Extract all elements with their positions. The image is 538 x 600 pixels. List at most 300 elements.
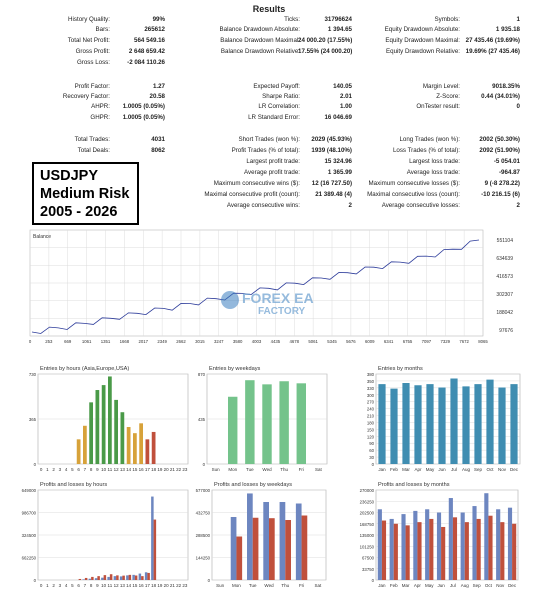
stat-value: 1 365.99 (327, 169, 352, 176)
stat-value: 24 000.20 (17.55%) (298, 37, 353, 44)
stat-value: 0 (516, 103, 520, 110)
bar (127, 427, 131, 464)
stat-label: OnTester result: (416, 103, 460, 110)
x-tick-label: Oct (486, 467, 494, 472)
y-tick-label: 101250 (359, 544, 374, 550)
x-tick-label: Jan (378, 467, 386, 472)
balance-x-tick: 7097 (421, 339, 432, 344)
bar (378, 384, 385, 464)
stat-label: Long Trades (won %): (399, 136, 460, 143)
bar (462, 386, 469, 464)
x-tick-label: May (425, 467, 435, 472)
report-title: Results (252, 4, 286, 14)
stat-value: 27 435.46 (19.69%) (465, 37, 520, 44)
profit-bar (114, 576, 117, 580)
bar (121, 412, 125, 464)
loss-bar (141, 576, 144, 580)
x-tick-label: 22 (176, 583, 182, 588)
x-tick-label: 2 (52, 583, 55, 588)
stat-label: LR Standard Error: (248, 114, 300, 121)
balance-x-tick: 5345 (327, 339, 337, 344)
stat-value: 1.0005 (0.05%) (122, 103, 165, 110)
x-tick-label: 11 (107, 467, 113, 472)
balance-x-tick: 7329 (440, 339, 451, 344)
x-tick-label: Aug (461, 467, 471, 472)
profit-bar (95, 578, 98, 580)
stat-value: 20.58 (149, 93, 165, 100)
loss-bar (512, 524, 516, 580)
stat-value: 15 324.96 (324, 158, 352, 165)
watermark-logo-icon (221, 291, 239, 309)
stat-label: Bars: (95, 26, 110, 33)
x-tick-label: Wed (264, 583, 274, 588)
x-tick-label: 19 (157, 583, 163, 588)
x-tick-label: 13 (119, 583, 125, 588)
bar (228, 397, 237, 464)
y-tick-label: 365 (28, 417, 36, 422)
stat-label: Total Deals: (77, 147, 110, 154)
chart-title: Profits and losses by months (378, 482, 450, 488)
loss-bar (406, 525, 410, 580)
bar (438, 388, 445, 465)
bar (498, 388, 505, 465)
x-tick-label: Sep (473, 467, 483, 472)
x-tick-label: Mar (401, 583, 410, 588)
profit-bar (247, 493, 253, 580)
balance-title: Balance (33, 234, 52, 240)
chart-title: Entries by months (378, 366, 423, 372)
loss-bar (394, 524, 398, 580)
y-tick-label: 144250 (195, 555, 210, 561)
balance-x-tick: 5061 (308, 339, 318, 344)
loss-bar (465, 522, 469, 580)
stat-value: 1939 (48.10%) (311, 147, 352, 154)
x-tick-label: 8 (89, 467, 93, 472)
balance-x-tick: 1668 (119, 339, 130, 344)
x-tick-label: Sat (315, 467, 322, 472)
bar (77, 439, 81, 464)
profit-bar (151, 497, 154, 580)
x-tick-label: Mon (232, 583, 241, 588)
loss-bar (147, 573, 150, 580)
stat-label: Symbols: (434, 16, 460, 23)
stat-value: 0.44 (34.01%) (481, 93, 520, 100)
y-tick-label: 150 (366, 427, 374, 433)
stat-value: 1.0005 (0.05%) (122, 114, 165, 121)
stat-value: 265612 (144, 26, 165, 33)
x-tick-label: Nov (496, 583, 505, 588)
x-tick-label: May (424, 583, 434, 588)
y-tick-label: 67500 (362, 555, 374, 561)
y-tick-label: 60 (369, 448, 374, 454)
stat-label: Average loss trade: (406, 169, 460, 176)
x-tick-label: 5 (71, 583, 74, 588)
balance-y-tick: 97676 (499, 328, 513, 334)
x-tick-label: 13 (119, 467, 125, 472)
x-tick-label: Jul (451, 467, 457, 472)
x-tick-label: 19 (157, 467, 163, 472)
stat-label: Balance Drawdown Relative: (220, 48, 300, 55)
stat-value: 1.00 (339, 103, 352, 110)
entries-by-months-chart (342, 362, 522, 474)
x-tick-label: 14 (126, 467, 132, 472)
bar (152, 432, 156, 464)
stat-label: Total Net Profit: (67, 37, 110, 44)
stat-value: -10 216.15 (6) (481, 191, 520, 198)
stat-value: 31796624 (324, 16, 352, 23)
stat-label: Maximal consecutive profit (count): (204, 191, 300, 198)
balance-x-tick: 3580 (232, 339, 243, 344)
stat-value: 140.05 (333, 83, 352, 90)
y-tick-label: 0 (33, 578, 36, 583)
stat-label: AHPR: (91, 103, 110, 110)
loss-bar (154, 520, 157, 580)
x-tick-label: Jun (438, 467, 446, 472)
profit-bar (145, 572, 148, 580)
balance-y-tick: 302307 (496, 292, 513, 298)
profit-bar (101, 578, 104, 580)
profit-bar (107, 577, 110, 580)
bar (83, 426, 87, 464)
profit-bar (296, 504, 302, 581)
y-tick-label: 240 (366, 406, 374, 412)
x-tick-label: 23 (182, 467, 188, 472)
loss-bar (122, 576, 125, 580)
stat-label: Equity Drawdown Maximal: (385, 37, 460, 44)
loss-bar (488, 516, 492, 580)
balance-x-tick: 5676 (346, 339, 356, 344)
loss-bar (500, 522, 504, 580)
balance-x-tick: 3247 (213, 339, 224, 344)
stat-value: 1.27 (152, 83, 165, 90)
stat-label: GHPR: (90, 114, 110, 121)
loss-bar (285, 520, 291, 580)
stat-label: Maximal consecutive loss (count): (367, 191, 460, 198)
x-tick-label: 21 (169, 583, 175, 588)
profit-bar (449, 498, 453, 580)
bar (139, 423, 143, 464)
stat-label: Average consecutive wins: (226, 202, 300, 209)
y-tick-label: 120 (366, 434, 374, 440)
x-tick-label: 20 (163, 467, 169, 472)
loss-bar (85, 578, 88, 580)
x-tick-label: 6 (77, 583, 80, 588)
stat-label: Total Trades: (74, 136, 110, 143)
stat-value: -964.87 (499, 169, 520, 176)
x-tick-label: 8 (89, 583, 93, 588)
watermark-line2: FACTORY (258, 306, 306, 317)
y-tick-label: 300 (366, 392, 374, 398)
stat-value: 1 (516, 16, 520, 23)
x-tick-label: 23 (182, 583, 188, 588)
profit-bar (461, 513, 465, 581)
x-tick-label: 16 (138, 467, 144, 472)
balance-y-tick: 416573 (496, 274, 513, 280)
x-tick-label: Tue (248, 583, 257, 588)
y-tick-label: 986700 (21, 510, 36, 516)
x-tick-label: Sun (216, 583, 225, 588)
balance-x-tick: 6341 (383, 339, 394, 344)
x-tick-label: 17 (144, 583, 150, 588)
profit-bar (132, 575, 135, 580)
chart-title: Entries by hours (Asia,Europe,USA) (40, 366, 130, 372)
x-tick-label: Jul (450, 583, 456, 588)
loss-bar (441, 527, 445, 580)
profit-bar (126, 575, 129, 580)
chart-title: Profits and losses by hours (40, 482, 108, 488)
x-tick-label: 14 (126, 583, 132, 588)
bar (114, 400, 118, 464)
stat-value: 2029 (45.93%) (311, 136, 352, 143)
balance-x-tick: 4435 (270, 339, 281, 344)
stat-label: Recovery Factor: (62, 93, 110, 100)
stat-label: Largest profit trade: (246, 158, 300, 165)
x-tick-label: Mon (228, 467, 238, 472)
x-tick-label: Sat (314, 583, 322, 588)
stat-value: 21 389.48 (4) (315, 191, 352, 198)
profit-bar (508, 508, 512, 580)
x-tick-label: Apr (413, 583, 421, 588)
bar (426, 384, 433, 464)
x-tick-label: Sep (472, 583, 481, 588)
balance-x-tick: 253 (45, 339, 53, 344)
x-tick-label: Mar (402, 467, 410, 472)
y-tick-label: 350 (366, 378, 374, 384)
bar (474, 384, 481, 464)
stat-value: 2 (516, 202, 520, 209)
watermark-line1: FOREX EA (242, 290, 314, 306)
stat-value: 16 046.69 (324, 114, 352, 121)
entries-by-weekdays-chart (195, 362, 330, 474)
stat-value: 9 (-8 278.22) (484, 180, 520, 187)
x-tick-label: 9 (96, 467, 99, 472)
chart-title: Profits and losses by weekdays (214, 482, 293, 488)
y-tick-label: 0 (371, 462, 374, 467)
loss-bar (97, 576, 100, 580)
stat-value: 2092 (51.90%) (479, 147, 520, 154)
profit-bar (378, 509, 382, 580)
balance-y-tick: 634639 (496, 256, 513, 262)
stat-value: 564 549.16 (134, 37, 165, 44)
stat-value: 9018.35% (492, 83, 520, 90)
stat-label: Margin Level: (422, 83, 460, 90)
profit-bar (82, 579, 85, 580)
loss-bar (129, 575, 132, 580)
stat-value: 2 (348, 202, 352, 209)
x-tick-label: Sun (211, 467, 220, 472)
x-tick-label: Thu (280, 467, 289, 472)
stat-label: Largest loss trade: (409, 158, 460, 165)
x-tick-label: Fri (298, 583, 305, 588)
balance-x-tick: 6009 (364, 339, 375, 344)
x-tick-label: 2 (52, 467, 55, 472)
profit-bar (413, 511, 417, 580)
stat-value: 12 (16 727.50) (311, 180, 352, 187)
balance-y-tick: 188042 (496, 310, 513, 316)
x-tick-label: 11 (107, 583, 113, 588)
stat-label: Gross Loss: (76, 59, 110, 66)
chart-title: Entries by weekdays (209, 366, 261, 372)
loss-bar (135, 576, 138, 581)
profits-by-hours-chart (8, 478, 190, 592)
bar (402, 383, 409, 464)
y-tick-label: 90 (369, 441, 374, 447)
bar (450, 379, 457, 465)
loss-bar (429, 519, 433, 580)
loss-bar (453, 517, 457, 580)
loss-bar (110, 574, 113, 580)
balance-x-tick: 2349 (157, 339, 167, 344)
y-tick-label: 33750 (362, 566, 374, 572)
x-tick-label: 5 (71, 467, 74, 472)
stat-value: 8062 (151, 147, 165, 154)
stat-label: Ticks: (284, 16, 300, 23)
x-tick-label: 7 (83, 583, 87, 588)
bar (89, 402, 93, 464)
loss-bar (253, 518, 259, 580)
balance-x-tick: 4003 (251, 339, 262, 344)
x-tick-label: 17 (144, 467, 150, 472)
x-tick-label: 12 (113, 583, 119, 588)
bar (133, 433, 137, 464)
stat-value: -2 084 110.26 (127, 59, 165, 66)
stat-label: Balance Drawdown Maximal: (220, 37, 300, 44)
profit-bar (89, 579, 92, 580)
stat-value: 17.55% (24 000.20) (298, 48, 353, 55)
y-tick-label: 168750 (359, 521, 374, 527)
stat-label: Balance Drawdown Absolute: (219, 26, 300, 33)
balance-x-tick: 2017 (138, 339, 149, 344)
balance-x-tick: 4678 (289, 339, 300, 344)
bar (390, 389, 397, 464)
balance-chart (30, 230, 517, 345)
bar (510, 384, 517, 464)
balance-x-tick: 1061 (81, 339, 92, 344)
y-tick-label: 577000 (195, 488, 210, 493)
profit-bar (231, 517, 237, 580)
x-tick-label: 1 (46, 467, 49, 472)
stat-label: Profit Trades (% of total): (231, 147, 300, 154)
y-tick-label: 210 (366, 413, 374, 419)
stat-value: 1 394.65 (327, 26, 352, 33)
stat-label: Z-Score: (436, 93, 460, 100)
x-tick-label: 20 (163, 583, 169, 588)
x-tick-label: 0 (39, 583, 43, 588)
x-tick-label: Thu (281, 583, 290, 588)
stat-label: History Quality: (68, 16, 110, 23)
y-tick-label: 236250 (359, 499, 374, 505)
bar (108, 376, 112, 464)
profit-bar (401, 514, 405, 580)
y-tick-label: 270 (366, 399, 374, 405)
stat-value: 4031 (151, 136, 165, 143)
stat-value: 2002 (50.30%) (479, 136, 520, 143)
bar (297, 383, 306, 464)
y-tick-label: 662250 (21, 555, 36, 561)
x-tick-label: 4 (64, 467, 68, 472)
stat-label: Maximum consecutive losses ($): (368, 180, 460, 187)
stat-label: Average profit trade: (244, 169, 300, 176)
x-tick-label: 1 (46, 583, 49, 588)
profit-bar (496, 509, 500, 580)
stat-label: Maximum consecutive wins ($): (213, 180, 300, 187)
x-tick-label: Feb (390, 467, 398, 472)
stat-label: Gross Profit: (75, 48, 110, 55)
y-tick-label: 270000 (359, 488, 374, 493)
x-tick-label: 22 (176, 467, 182, 472)
bar (486, 380, 493, 464)
y-tick-label: 30 (369, 455, 374, 461)
x-tick-label: 7 (83, 467, 87, 472)
x-tick-label: Feb (389, 583, 398, 588)
bar (102, 385, 106, 464)
bar (262, 384, 271, 464)
bar (96, 390, 100, 464)
loss-bar (417, 522, 421, 580)
x-tick-label: Dec (509, 467, 519, 472)
x-tick-label: 0 (39, 467, 43, 472)
y-tick-label: 135000 (359, 533, 374, 538)
stat-value: 99% (152, 16, 165, 23)
bar (146, 439, 150, 464)
y-tick-label: 649000 (21, 488, 36, 493)
bar (414, 385, 421, 464)
bar (279, 381, 288, 464)
profit-bar (120, 576, 123, 580)
x-tick-label: 3 (58, 583, 62, 588)
y-tick-label: 330 (366, 385, 374, 391)
y-tick-label: 180 (366, 420, 374, 426)
y-tick-label: 0 (202, 462, 205, 467)
balance-x-tick: 3015 (195, 339, 205, 344)
stat-label: LR Correlation: (258, 103, 300, 110)
stat-label: Short Trades (won %): (238, 136, 300, 143)
balance-y-tick: 551104 (496, 238, 513, 244)
profit-bar (390, 519, 394, 580)
y-tick-label: 202500 (359, 510, 374, 516)
balance-x-tick: 7672 (459, 339, 469, 344)
x-tick-label: 15 (132, 583, 138, 588)
stat-value: 1 935.18 (495, 26, 520, 33)
profit-bar (437, 513, 441, 581)
bar (245, 380, 254, 464)
balance-x-tick: 1351 (100, 339, 111, 344)
stat-value: 19.69% (27 435.46) (465, 48, 520, 55)
x-tick-label: 15 (132, 467, 138, 472)
stat-label: Equity Drawdown Relative: (386, 48, 460, 55)
profits-by-months-chart (340, 478, 520, 592)
stat-label: Profit Factor: (74, 83, 110, 90)
y-tick-label: 435 (197, 417, 205, 422)
x-tick-label: Jun (437, 583, 445, 588)
balance-x-tick: 669 (64, 339, 72, 344)
x-tick-label: 9 (96, 583, 99, 588)
profit-bar (484, 493, 488, 580)
x-tick-label: Apr (414, 467, 422, 472)
x-tick-label: Dec (508, 583, 517, 588)
balance-x-tick: 8065 (478, 339, 488, 344)
x-tick-label: Fri (298, 467, 304, 472)
loss-bar (91, 577, 94, 580)
x-tick-label: 6 (77, 467, 80, 472)
x-tick-label: Jan (378, 583, 386, 588)
y-tick-label: 0 (371, 578, 374, 583)
balance-x-tick: 0 (28, 339, 32, 344)
stat-label: Loss Trades (% of total): (392, 147, 460, 154)
profit-bar (425, 509, 429, 580)
balance-x-tick: 2662 (176, 339, 186, 344)
y-tick-label: 870 (197, 372, 205, 377)
